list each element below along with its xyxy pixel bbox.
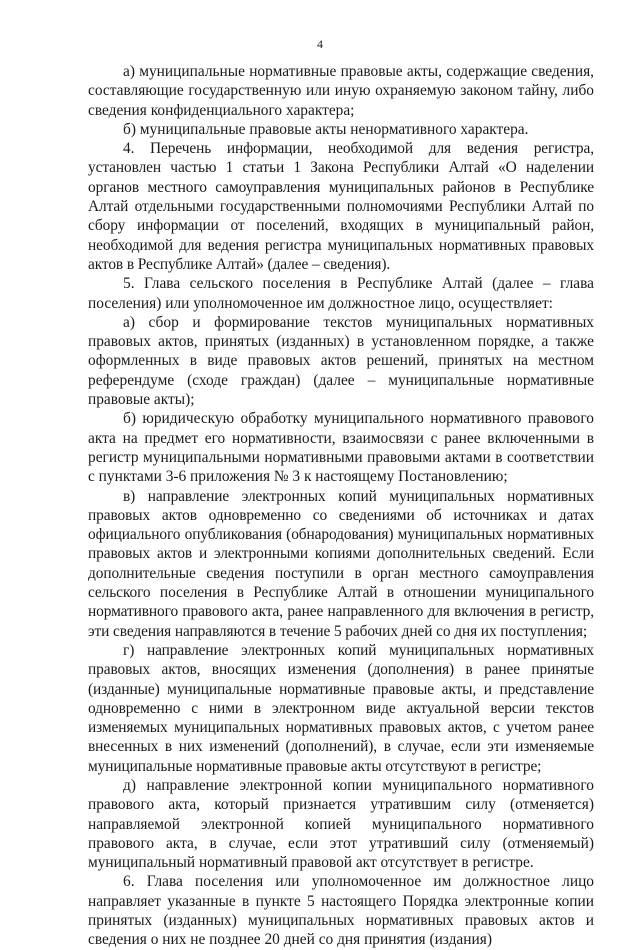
document-body bbox=[88, 62, 594, 950]
paragraph-5v: в) направление электронных копий муниципальных нормативных правовых актов одновременно со сведениями об источниках и датах официального опубликования (обнародования) муниципальных нормативных правовых актов и электронными копиями дополнительных сведений. Если дополнительные сведения поступили в орган местного самоуправления сельского поселения в Республике Алтай в отношении муниципального нормативного правового акта, ранее направленного для включения в регистр, эти сведения направляются в течение 5 рабочих дней со дня их поступления; bbox=[88, 487, 594, 640]
paragraph-5a: а) сбор и формирование текстов муниципальных нормативных правовых актов, принятых (изданных) в установленном порядке, а также оформленных в виде правовых актов решений, принятых на местном референдуме (сходе граждан) (далее – муниципальные нормативные правовые акты); bbox=[88, 313, 594, 409]
paragraph-5b: б) юридическую обработку муниципального нормативного правового акта на предмет его нормативности, взаимосвязи с ранее включенными в регистр муниципальными нормативными правовыми актами в соответствии с пунктами 3-6 приложения № 3 к настоящему Постановлению; bbox=[88, 410, 594, 486]
paragraph-5g: г) направление электронных копий муниципальных нормативных правовых актов, вносящих изменения (дополнения) в ранее принятые (изданные) муниципальные нормативные правовые акты, и представление одновременно с ними в электронном виде актуальной версии текстов изменяемых муниципальных нормативных правовых актов, с учетом ранее внесенных в них изменений (дополнений), в случае, если эти изменяемые муниципальные нормативные правовые акты отсутствуют в регистре; bbox=[88, 641, 594, 775]
paragraph-5: 5. Глава сельского поселения в Республике Алтай (далее – глава поселения) или уполномоченное им должностное лицо, осуществляет: bbox=[88, 275, 594, 312]
paragraph-6: 6. Глава поселения или уполномоченное им должностное лицо направляет указанные в пункте 5 настоящего Порядка электронные копии принятых (изданных) муниципальных нормативных правовых актов и сведения о них не позднее 20 дней со дня принятия (издания) bbox=[88, 873, 594, 949]
paragraph-3a: а) муниципальные нормативные правовые акты, содержащие сведения, составляющие государственную или иную охраняемую законом тайну, либо сведения конфиденциального характера; bbox=[88, 63, 594, 119]
paragraph-3b: б) муниципальные правовые акты ненормативного характера. bbox=[123, 120, 529, 138]
page-number: 4 bbox=[317, 37, 323, 51]
paragraph-5d: д) направление электронной копии муниципального нормативного правового акта, который признается утратившим силу (отменяется) направляемой электронной копией муниципального нормативного правового акта, в случае, если этот утративший силу (отменяемый) муниципальный нормативный правовой акт отсутствует в регистре. bbox=[88, 776, 594, 872]
paragraph-4: 4. Перечень информации, необходимой для ведения регистра, установлен частью 1 статьи 1 Закона Республики Алтай «О наделении органов местного самоуправления муниципальных районов в Республике Алтай отдельными государственными полномочиями Республики Алтай по сбору информации от поселений, входящих в муниципальный район, необходимой для ведения регистра муниципальных нормативных правовых актов в Республике Алтай» (далее – сведения). bbox=[88, 140, 594, 273]
